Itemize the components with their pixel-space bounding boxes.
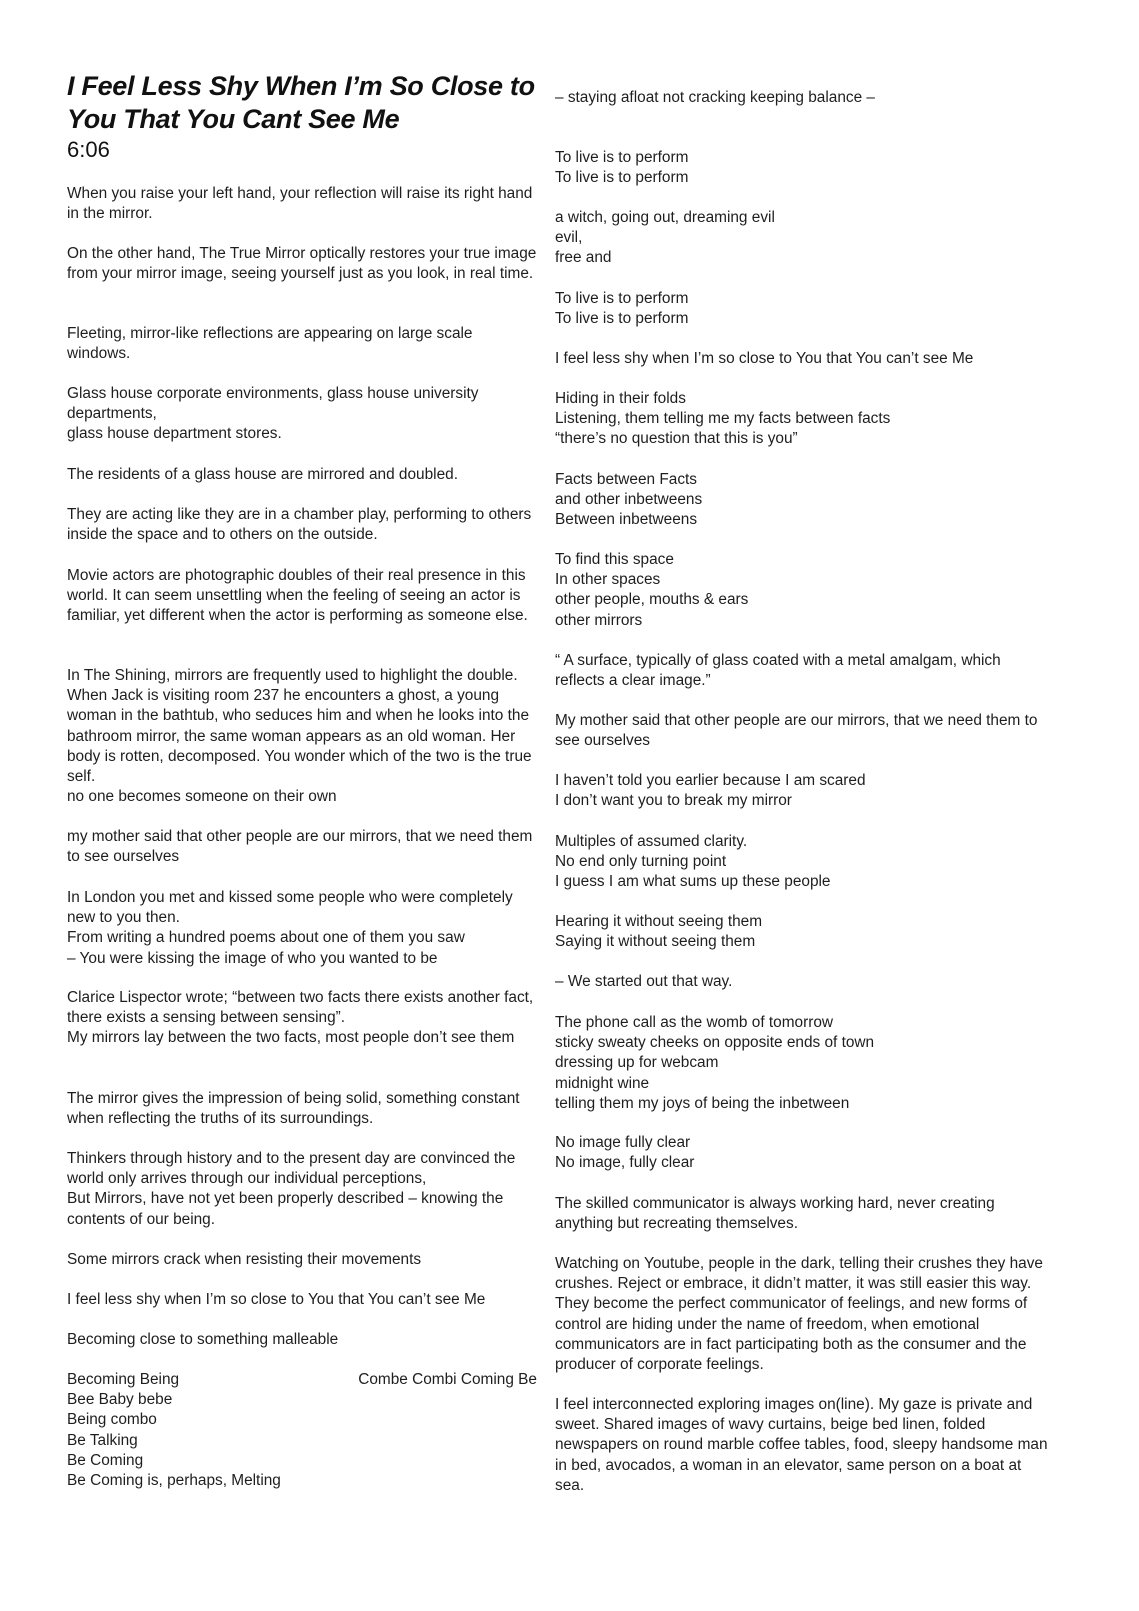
right-paragraph-16: No image fully clear No image, fully clear: [555, 1134, 695, 1172]
right-paragraph-9: “ A surface, typically of glass coated with a metal amalgam, which reflects a clear image.”: [555, 652, 1001, 690]
left-paragraph-16: Becoming close to something malleable: [67, 1331, 339, 1348]
right-paragraph-13: Hearing it without seeing them Saying it without seeing them: [555, 913, 763, 951]
right-paragraph-2: To live is to perform To live is to perform: [555, 149, 689, 187]
left-paragraph-1: When you raise your left hand, your reflection will raise its right hand in the mirror.: [67, 185, 533, 223]
right-paragraph-14: – We started out that way.: [555, 973, 733, 990]
right-paragraph-5: I feel less shy when I’m so close to You that You can’t see Me: [555, 350, 974, 367]
left-paragraph-7: Movie actors are photographic doubles of their real presence in this world. It can seem unsettling when the feeling of seeing an actor is familiar, yet different when the actor is performing as someone else.: [67, 567, 528, 625]
left-paragraph-3: Fleeting, mirror-like reflections are appearing on large scale windows.: [67, 325, 473, 363]
left-paragraph-8: In The Shining, mirrors are frequently used to highlight the double. When Jack is visiting room 237 he encounters a ghost, a young woman in the bathtub, who seduces him and when he looks into the bathroom mirror, the same woman appears as an old woman. Her body is rotten, decomposed. You wonder which of the two is the true self. no one becomes someone on their own: [67, 667, 532, 806]
left-paragraph-11: Clarice Lispector wrote; “between two facts there exists another fact, there exists a sensing between sensing”. My mirrors lay between the two facts, most people don’t see them: [67, 989, 534, 1047]
right-paragraph-17: The skilled communicator is always working hard, never creating anything but recreating themselves.: [555, 1195, 995, 1233]
page-title: I Feel Less Shy When I’m So Close to You That You Cant See Me: [67, 71, 535, 134]
becoming-being-block: [67, 1370, 537, 1495]
left-paragraph-6: They are acting like they are in a chamber play, performing to others inside the space and to others on the outside.: [67, 506, 532, 544]
right-paragraph-11: I haven’t told you earlier because I am scared I don’t want you to break my mirror: [555, 772, 866, 810]
right-paragraph-15: The phone call as the womb of tomorrow sticky sweaty cheeks on opposite ends of town dressing up for webcam midnight wine telling them my joys of being the inbetween: [555, 1014, 875, 1112]
combe-combi-line: Combe Combi Coming Be: [358, 1371, 537, 1388]
left-paragraph-13: Thinkers through history and to the present day are convinced the world only arrives through our individual perceptions, But Mirrors, have not yet been properly described – knowing the contents of our being.: [67, 1150, 516, 1228]
left-paragraph-2: On the other hand, The True Mirror optically restores your true image from your mirror image, seeing yourself just as you look, in real time.: [67, 245, 537, 283]
left-paragraph-5: The residents of a glass house are mirrored and doubled.: [67, 466, 458, 483]
right-paragraph-18: Watching on Youtube, people in the dark, telling their crushes they have crushes. Reject or embrace, it didn’t matter, it was still easier this way. They become the perfect communicator of feelings, and new forms of control are hiding under the name of freedom, when emotional communicators are in fact participating both as the consumer and the producer of corporate feelings.: [555, 1255, 1043, 1374]
right-paragraph-7: Facts between Facts and other inbetweens Between inbetweens: [555, 471, 703, 529]
right-paragraph-8: To find this space In other spaces other people, mouths & ears other mirrors: [555, 551, 749, 629]
left-paragraph-14: Some mirrors crack when resisting their movements: [67, 1251, 422, 1268]
left-paragraph-9: my mother said that other people are our mirrors, that we need them to see ourselves: [67, 828, 533, 866]
right-paragraph-19: I feel interconnected exploring images on(line). My gaze is private and sweet. Shared images of wavy curtains, beige bed linen, folded newspapers on round marble coffee tables, food, sleepy handsome man in bed, avocados, a woman in an elevator, same person on a boat at sea.: [555, 1396, 1048, 1494]
duration-label: 6:06: [67, 137, 110, 162]
right-paragraph-10: My mother said that other people are our mirrors, that we need them to see ourselves: [555, 712, 1038, 750]
left-paragraph-10: In London you met and kissed some people who were completely new to you then. From writing a hundred poems about one of them you saw – You were kissing the image of who you wanted to be: [67, 889, 513, 967]
left-paragraph-12: The mirror gives the impression of being solid, something constant when reflecting the truths of its surroundings.: [67, 1090, 520, 1128]
left-paragraph-15: I feel less shy when I’m so close to You that You can’t see Me: [67, 1291, 486, 1308]
right-paragraph-6: Hiding in their folds Listening, them telling me my facts between facts “there’s no question that this is you”: [555, 390, 891, 448]
right-paragraph-3: a witch, going out, dreaming evil evil, free and: [555, 209, 775, 267]
left-paragraph-4: Glass house corporate environments, glass house university departments, glass house department stores.: [67, 385, 479, 443]
right-paragraph-12: Multiples of assumed clarity. No end only turning point I guess I am what sums up these people: [555, 833, 831, 891]
becoming-being-lines: Becoming Being Bee Baby bebe Being combo Be Talking Be Coming Be Coming is, perhaps, Melting: [67, 1371, 281, 1490]
right-paragraph-4: To live is to perform To live is to perform: [555, 290, 689, 328]
right-paragraph-1: – staying afloat not cracking keeping balance –: [555, 89, 875, 106]
